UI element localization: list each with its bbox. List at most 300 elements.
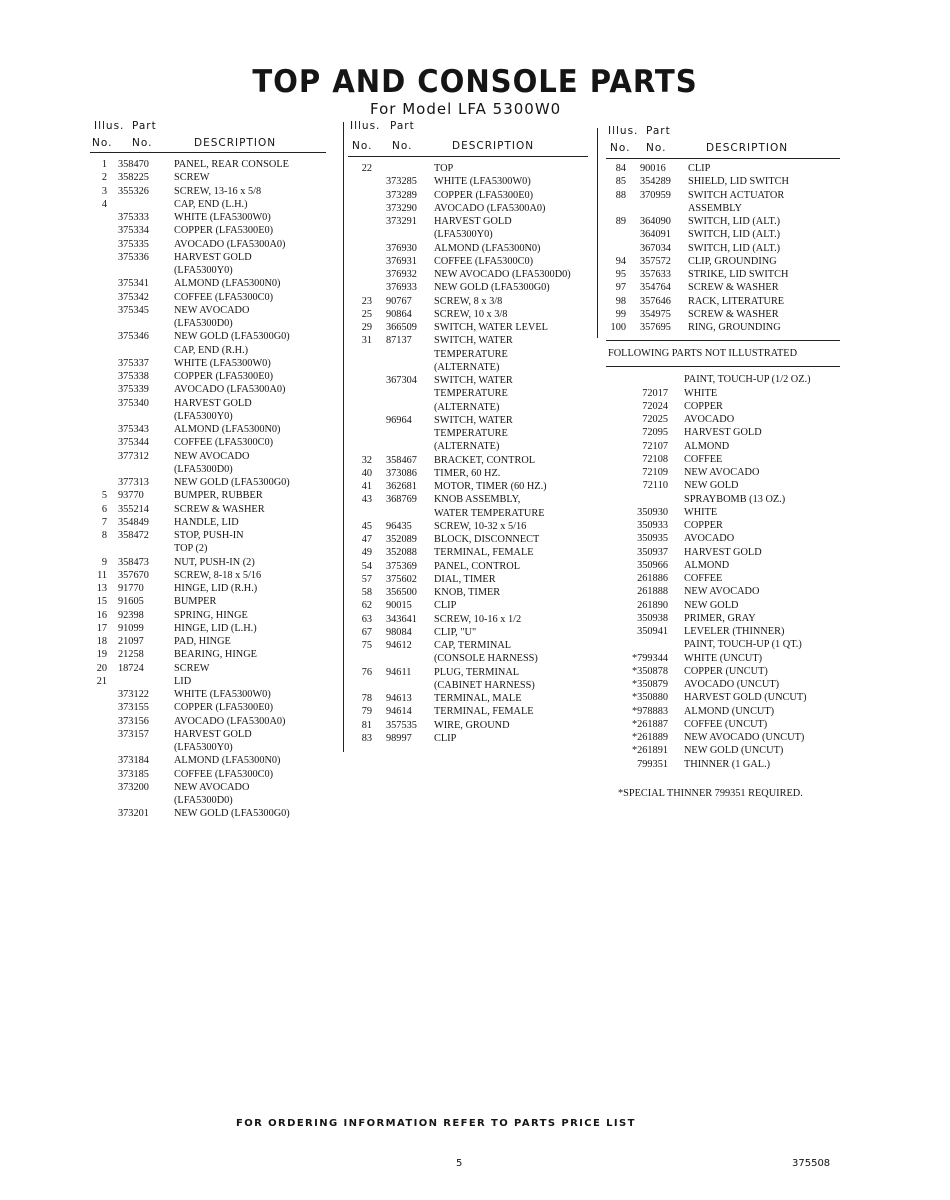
table-row <box>90 158 326 171</box>
part-number: 18724 <box>118 662 144 674</box>
table-row <box>606 321 840 334</box>
description: SCREW & WASHER <box>174 503 265 515</box>
illus-number: 100 <box>610 322 626 333</box>
illus-number: 63 <box>361 613 372 625</box>
table-row <box>348 507 588 520</box>
description: HINGE, LID (L.H.) <box>174 622 257 634</box>
illus-number: 2 <box>101 172 107 184</box>
illus-number: 45 <box>361 520 372 532</box>
description: (CONSOLE HARNESS) <box>434 653 538 665</box>
part-number: 350941 <box>637 626 668 637</box>
part-number: 72095 <box>642 427 668 439</box>
description: COPPER (LFA5300E0) <box>174 225 274 237</box>
table-row <box>348 228 588 241</box>
illus-number: 75 <box>361 640 372 651</box>
table-row <box>90 238 326 251</box>
description: NEW GOLD (LFA5300G0) <box>174 477 290 488</box>
part-number: 98997 <box>386 732 412 744</box>
illus-number: 47 <box>361 534 372 545</box>
description: AVOCADO (UNCUT) <box>684 679 780 690</box>
description: KNOB, TIMER <box>434 587 501 598</box>
table-row <box>90 662 326 675</box>
description: SCREW, 10-16 x 1/2 <box>434 613 522 625</box>
description: TERMINAL, FEMALE <box>434 547 534 559</box>
table-row <box>348 334 588 347</box>
description: AVOCADO (LFA5300A0) <box>174 384 286 396</box>
description: ALMOND <box>684 440 730 452</box>
part-number: 373285 <box>386 176 417 188</box>
part-number: 373155 <box>118 702 149 714</box>
description: NUT, PUSH-IN (2) <box>174 556 255 568</box>
description: NEW AVOCADO (LFA5300D0) <box>434 269 571 280</box>
table-row <box>606 189 840 202</box>
list-item <box>606 426 840 439</box>
description: NEW AVOCADO <box>174 781 250 793</box>
list-item <box>606 387 840 400</box>
illus-number: 13 <box>96 583 107 594</box>
illus-number: 58 <box>361 587 372 598</box>
table-row <box>606 242 840 255</box>
part-number: 350966 <box>637 559 668 571</box>
description: SWITCH, WATER <box>434 375 513 386</box>
description: HINGE, LID (R.H.) <box>174 583 258 594</box>
header-no2: No. <box>646 142 667 154</box>
part-number: 93770 <box>118 490 144 502</box>
description: HARVEST GOLD <box>174 397 252 409</box>
part-number: 72107 <box>642 440 668 452</box>
description: PANEL, REAR CONSOLE <box>174 159 289 170</box>
description: NEW AVOCADO <box>174 450 250 462</box>
part-number: 350937 <box>637 546 668 558</box>
description: COPPER (UNCUT) <box>684 665 768 677</box>
description: THINNER (1 GAL.) <box>684 758 771 770</box>
part-number: 375335 <box>118 238 149 250</box>
description: COPPER (LFA5300E0) <box>434 189 534 201</box>
description: BEARING, HINGE <box>174 649 257 661</box>
part-number: 364090 <box>640 216 671 227</box>
table-row <box>348 321 588 334</box>
column-header <box>90 116 326 152</box>
illus-number: 97 <box>615 282 626 294</box>
description: SCREW, 10 x 3/8 <box>434 308 508 320</box>
table-row <box>348 268 588 281</box>
table-row <box>606 202 840 215</box>
description: COFFEE (LFA5300C0) <box>434 255 534 267</box>
description: SPRING, HINGE <box>174 609 248 621</box>
description: COPPER <box>684 520 723 531</box>
part-number: 373157 <box>118 728 149 740</box>
table-row <box>348 679 588 692</box>
part-number: 350938 <box>637 612 668 624</box>
illus-number: 84 <box>615 163 626 174</box>
illus-number: 99 <box>615 308 626 320</box>
description: SCREW, 10-32 x 5/16 <box>434 520 527 532</box>
column-divider <box>597 128 598 338</box>
description: SWITCH, LID (ALT.) <box>688 229 781 241</box>
part-number: 376931 <box>386 255 417 267</box>
table-row <box>348 493 588 506</box>
table-row <box>90 317 326 330</box>
part-number: 261886 <box>637 573 668 584</box>
description: BLOCK, DISCONNECT <box>434 534 540 545</box>
part-number: *261889 <box>631 732 668 743</box>
not-illustrated-heading: FOLLOWING PARTS NOT ILLUSTRATED <box>608 348 798 360</box>
table-row <box>348 586 588 599</box>
table-row <box>90 251 326 264</box>
part-number: 94613 <box>386 693 412 704</box>
part-number: 355214 <box>118 503 149 515</box>
description: WHITE (LFA5300W0) <box>434 176 531 188</box>
table-row <box>348 692 588 705</box>
part-number: 373201 <box>118 808 149 820</box>
part-number: 362681 <box>386 481 417 492</box>
description: WHITE (LFA5300W0) <box>174 357 271 369</box>
description: TIMER, 60 HZ. <box>434 467 501 479</box>
part-number: 375333 <box>118 212 149 223</box>
description: BUMPER, RUBBER <box>174 490 263 502</box>
table-row <box>90 781 326 794</box>
description: (ALTERNATE) <box>434 401 500 413</box>
header-illus: Illus. <box>608 125 639 137</box>
description: SCREW, 13-16 x 5/8 <box>174 185 262 197</box>
part-number: 377312 <box>118 450 149 462</box>
description: MOTOR, TIMER (60 HZ.) <box>434 481 547 492</box>
description: STOP, PUSH-IN <box>174 530 244 541</box>
illus-number: 98 <box>615 295 626 307</box>
illus-number: 15 <box>96 596 107 608</box>
description: ALMOND (LFA5300N0) <box>174 424 281 435</box>
part-number: 354975 <box>640 308 671 320</box>
part-number: 21097 <box>118 636 144 647</box>
part-number: 373156 <box>118 715 149 727</box>
description: AVOCADO <box>684 533 735 545</box>
table-row <box>348 705 588 718</box>
table-row <box>348 732 588 745</box>
part-number: 94611 <box>386 666 412 678</box>
table-row <box>90 489 326 502</box>
list-item <box>606 731 840 744</box>
description: RING, GROUNDING <box>688 322 781 333</box>
table-row <box>90 383 326 396</box>
table-row <box>90 741 326 754</box>
part-number: 343641 <box>386 613 417 625</box>
illus-number: 7 <box>101 516 107 528</box>
table-row <box>90 277 326 290</box>
description: AVOCADO (LFA5300A0) <box>434 202 546 214</box>
table-row <box>606 162 840 175</box>
part-number: 375602 <box>386 573 417 585</box>
part-number: 375338 <box>118 371 149 382</box>
parts-column-2 <box>348 116 588 745</box>
description: HARVEST GOLD <box>174 251 252 263</box>
list-item <box>606 744 840 757</box>
description: CLIP <box>434 600 457 612</box>
part-number: 354849 <box>118 516 149 528</box>
list-item <box>606 373 840 386</box>
table-row <box>348 652 588 665</box>
illus-number: 25 <box>361 308 372 320</box>
table-row <box>348 202 588 215</box>
illus-number: 1 <box>101 159 107 170</box>
table-row <box>348 215 588 228</box>
list-item <box>606 599 840 612</box>
document-number: 375508 <box>792 1158 831 1169</box>
part-number: 90016 <box>640 163 666 174</box>
description: (LFA5300Y0) <box>174 410 233 422</box>
table-row <box>90 397 326 410</box>
list-item <box>606 493 840 506</box>
illus-number: 40 <box>361 467 372 479</box>
part-number: 373200 <box>118 781 149 793</box>
description: NEW AVOCADO <box>174 304 250 316</box>
part-number: *261887 <box>631 718 668 730</box>
part-number: 376932 <box>386 269 417 280</box>
description: CLIP <box>434 732 457 744</box>
description: SCREW & WASHER <box>688 308 779 320</box>
description: AVOCADO (LFA5300A0) <box>174 238 286 250</box>
description: SWITCH ACTUATOR <box>688 189 785 201</box>
part-number: 91099 <box>118 622 144 634</box>
table-row <box>348 189 588 202</box>
header-illus: Illus. <box>350 120 381 132</box>
header-description: DESCRIPTION <box>452 140 535 152</box>
table-row <box>348 175 588 188</box>
description: SWITCH, WATER LEVEL <box>434 322 548 333</box>
description: SCREW <box>174 172 210 184</box>
table-row <box>90 768 326 781</box>
special-thinner-note: *SPECIAL THINNER 799351 REQUIRED. <box>618 787 803 799</box>
table-row <box>90 185 326 198</box>
illus-number: 54 <box>361 560 372 572</box>
table-row <box>348 242 588 255</box>
description: SWITCH, LID (ALT.) <box>688 216 781 227</box>
part-number: 376933 <box>386 282 417 294</box>
description: ALMOND (UNCUT) <box>684 705 775 717</box>
part-number: 90767 <box>386 295 412 307</box>
description: NEW GOLD (LFA5300G0) <box>174 331 290 343</box>
part-number: 376930 <box>386 242 417 254</box>
table-row <box>348 348 588 361</box>
table-row <box>90 304 326 317</box>
list-item <box>606 400 840 413</box>
part-number: 92398 <box>118 609 144 621</box>
part-number: *350878 <box>631 665 668 677</box>
description: NEW GOLD (LFA5300G0) <box>174 808 290 820</box>
description: HARVEST GOLD <box>684 427 762 439</box>
description: AVOCADO (LFA5300A0) <box>174 715 286 727</box>
table-row <box>90 622 326 635</box>
illus-number: 57 <box>361 573 372 585</box>
header-part: Part <box>646 125 671 137</box>
part-number: 375341 <box>118 278 149 290</box>
description: WHITE (LFA5300W0) <box>174 689 271 700</box>
list-item <box>606 532 840 545</box>
part-number: 373185 <box>118 768 149 780</box>
part-number: 377313 <box>118 477 149 488</box>
illus-number: 83 <box>361 732 372 744</box>
table-row <box>90 330 326 343</box>
table-row <box>90 264 326 277</box>
table-row <box>90 542 326 555</box>
description: WHITE (UNCUT) <box>684 652 763 664</box>
table-row <box>348 387 588 400</box>
table-row <box>348 480 588 493</box>
list-item <box>606 546 840 559</box>
description: COFFEE <box>684 573 723 584</box>
description: NEW AVOCADO (UNCUT) <box>684 732 805 743</box>
table-row <box>348 308 588 321</box>
part-number: 357695 <box>640 322 671 333</box>
not-illustrated-rows <box>606 367 840 771</box>
description: SCREW & WASHER <box>688 282 779 294</box>
description: WHITE <box>684 387 718 399</box>
description: RACK, LITERATURE <box>688 295 785 307</box>
part-number: 375337 <box>118 357 149 369</box>
description: ALMOND (LFA5300N0) <box>174 278 281 290</box>
part-number: 367304 <box>386 375 417 386</box>
list-item <box>606 665 840 678</box>
description: PAD, HINGE <box>174 636 231 647</box>
illus-number: 32 <box>361 454 372 466</box>
part-number: *799344 <box>631 652 668 664</box>
part-number: 375369 <box>386 560 417 572</box>
part-number: 375340 <box>118 397 149 409</box>
page-number: 5 <box>456 1158 463 1169</box>
table-row <box>90 357 326 370</box>
column-header <box>606 116 840 152</box>
description: NEW AVOCADO <box>684 467 760 478</box>
part-number: 373122 <box>118 689 149 700</box>
table-row <box>348 401 588 414</box>
description: LID <box>174 675 192 687</box>
list-item <box>606 479 840 492</box>
table-row <box>348 162 588 175</box>
illus-number: 88 <box>615 189 626 201</box>
table-row <box>348 666 588 679</box>
header-description: DESCRIPTION <box>194 137 277 149</box>
table-row <box>606 175 840 188</box>
table-row <box>90 224 326 237</box>
illus-number: 17 <box>96 622 107 634</box>
illus-number: 22 <box>361 163 372 174</box>
description: COPPER (LFA5300E0) <box>174 371 274 382</box>
list-item <box>606 559 840 572</box>
part-number: 357633 <box>640 269 671 280</box>
parts-column-3 <box>606 116 840 800</box>
part-number: 358472 <box>118 530 149 541</box>
description: CAP, END (R.H.) <box>174 344 249 356</box>
column-header <box>348 116 588 152</box>
description: TEMPERATURE <box>434 348 508 360</box>
part-number: 358467 <box>386 454 417 466</box>
description: (ALTERNATE) <box>434 441 500 453</box>
table-row <box>90 344 326 357</box>
description: WHITE (LFA5300W0) <box>174 212 271 223</box>
list-item <box>606 585 840 598</box>
parts-rows <box>606 152 840 334</box>
illus-number: 4 <box>101 198 107 210</box>
illus-number: 16 <box>96 609 107 621</box>
illus-number: 76 <box>361 666 372 678</box>
table-row <box>348 295 588 308</box>
description: WATER TEMPERATURE <box>434 507 545 519</box>
description: SHIELD, LID SWITCH <box>688 176 789 188</box>
description: DIAL, TIMER <box>434 573 496 585</box>
part-number: 261890 <box>637 599 668 611</box>
table-row <box>606 228 840 241</box>
description: NEW GOLD (UNCUT) <box>684 745 784 757</box>
description: CLIP <box>688 163 711 174</box>
description: COFFEE (LFA5300C0) <box>174 768 274 780</box>
part-number: 72109 <box>642 467 668 478</box>
header-part: Part <box>390 120 415 132</box>
part-number: 94614 <box>386 706 412 718</box>
description: TEMPERATURE <box>434 388 508 400</box>
description: NEW GOLD <box>684 599 739 611</box>
part-number: *350880 <box>631 692 668 704</box>
part-number: 350933 <box>637 520 668 531</box>
part-number: 375345 <box>118 304 149 316</box>
description: TOP (2) <box>174 543 208 555</box>
illus-number: 19 <box>96 649 107 661</box>
part-number: 368769 <box>386 494 417 506</box>
list-item <box>606 625 840 638</box>
description: LEVELER (THINNER) <box>684 626 785 637</box>
parts-rows <box>90 152 326 821</box>
table-row <box>348 520 588 533</box>
list-item <box>606 718 840 731</box>
table-row <box>90 754 326 767</box>
illus-number: 29 <box>361 322 372 333</box>
part-number: 357535 <box>386 719 417 731</box>
description: HANDLE, LID <box>174 516 239 528</box>
description: (LFA5300D0) <box>174 463 233 475</box>
table-row <box>348 440 588 453</box>
column-divider <box>343 122 344 752</box>
table-row <box>606 268 840 281</box>
part-number: 370959 <box>640 189 671 201</box>
illus-number: 79 <box>361 706 372 718</box>
header-no1: No. <box>610 142 631 154</box>
description: PAINT, TOUCH-UP (1/2 OZ.) <box>684 374 811 386</box>
description: COFFEE (UNCUT) <box>684 718 768 730</box>
part-number: 375344 <box>118 437 149 449</box>
table-row <box>90 211 326 224</box>
list-item <box>606 638 840 651</box>
description: TEMPERATURE <box>434 428 508 439</box>
description: KNOB ASSEMBLY, <box>434 494 521 506</box>
illus-number: 81 <box>361 719 372 731</box>
list-item <box>606 612 840 625</box>
description: SCREW, 8-18 x 5/16 <box>174 569 262 581</box>
part-number: 96964 <box>386 414 412 426</box>
list-item <box>606 572 840 585</box>
table-row <box>348 374 588 387</box>
illus-number: 11 <box>97 569 107 581</box>
table-row <box>90 648 326 661</box>
header-no2: No. <box>132 137 153 149</box>
table-row <box>90 410 326 423</box>
table-row <box>606 215 840 228</box>
part-number: 358470 <box>118 159 149 170</box>
description: CLIP, GROUNDING <box>688 255 777 267</box>
description: COFFEE (LFA5300C0) <box>174 437 274 449</box>
model-subtitle: For Model LFA 5300W0 <box>370 100 562 118</box>
list-item <box>606 440 840 453</box>
description: PRIMER, GRAY <box>684 612 756 624</box>
ordering-info-footer: FOR ORDERING INFORMATION REFER TO PARTS PRICE LIST <box>236 1118 636 1129</box>
table-row <box>606 281 840 294</box>
